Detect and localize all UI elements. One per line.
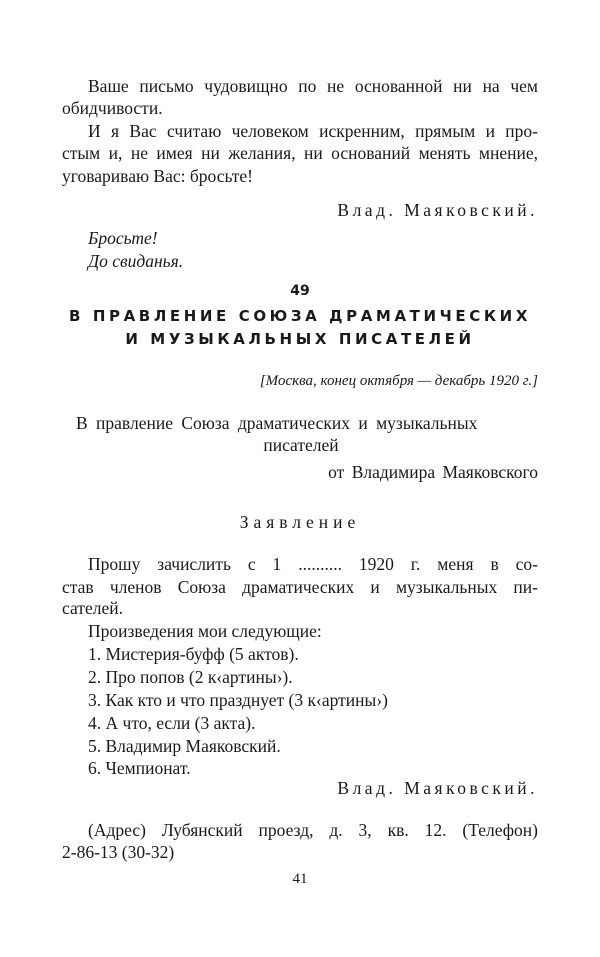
- signature: Влад. Маяковский.: [337, 200, 538, 220]
- postscript-line: До свиданья.: [88, 251, 184, 271]
- paragraph-line: сателей.: [62, 598, 123, 618]
- list-item: 3. Как кто и что празднует (3 к‹артины›): [88, 690, 388, 710]
- works-intro: Произведения мои следующие:: [88, 621, 322, 641]
- postscript-line: Бросьте!: [88, 228, 158, 248]
- address-line: (Адрес) Лубянский проезд, д. 3, кв. 12. (Телефон): [88, 820, 538, 840]
- paragraph-line: Ваше письмо чудовищно по не основанной ни на чем: [88, 76, 538, 96]
- list-item: 2. Про попов (2 к‹артины›).: [88, 667, 293, 687]
- page-number: 41: [292, 871, 308, 887]
- addressee-line: В правление Союза драматических и музыкальных: [76, 413, 478, 433]
- signature: Влад. Маяковский.: [337, 778, 538, 798]
- paragraph-line: уговариваю Вас: бросьте!: [62, 166, 254, 186]
- paragraph-line: стым и, не имея ни желания, ни оснований менять мнение,: [62, 143, 538, 163]
- addressee-line: писателей: [263, 435, 339, 455]
- list-item: 5. Владимир Маяковский.: [88, 736, 281, 756]
- document-title-line: В ПРАВЛЕНИЕ СОЮЗА ДРАМАТИЧЕСКИХ: [68, 307, 532, 325]
- list-item: 6. Чемпионат.: [88, 758, 191, 778]
- list-item: 1. Мистерия-буфф (5 актов).: [88, 644, 299, 664]
- list-item: 4. А что, если (3 акта).: [88, 713, 256, 733]
- document-number: 49: [290, 283, 310, 299]
- paragraph-line: став членов Союза драматических и музыкальных пи-: [62, 577, 538, 597]
- from-line: от Владимира Маяковского: [328, 462, 538, 482]
- document-heading: Заявление: [239, 512, 361, 532]
- paragraph-line: Прошу зачислить с 1 .......... 1920 г. меня в со-: [88, 554, 538, 574]
- paragraph-line: обидчивости.: [62, 98, 163, 118]
- paragraph-line: И я Вас считаю человеком искренним, прямым и про-: [88, 121, 538, 141]
- document-title-line: И МУЗЫКАЛЬНЫХ ПИСАТЕЛЕЙ: [125, 330, 475, 348]
- dateline: [Москва, конец октября — декабрь 1920 г.]: [259, 373, 538, 389]
- address-line: 2-86-13 (30-32): [62, 842, 175, 862]
